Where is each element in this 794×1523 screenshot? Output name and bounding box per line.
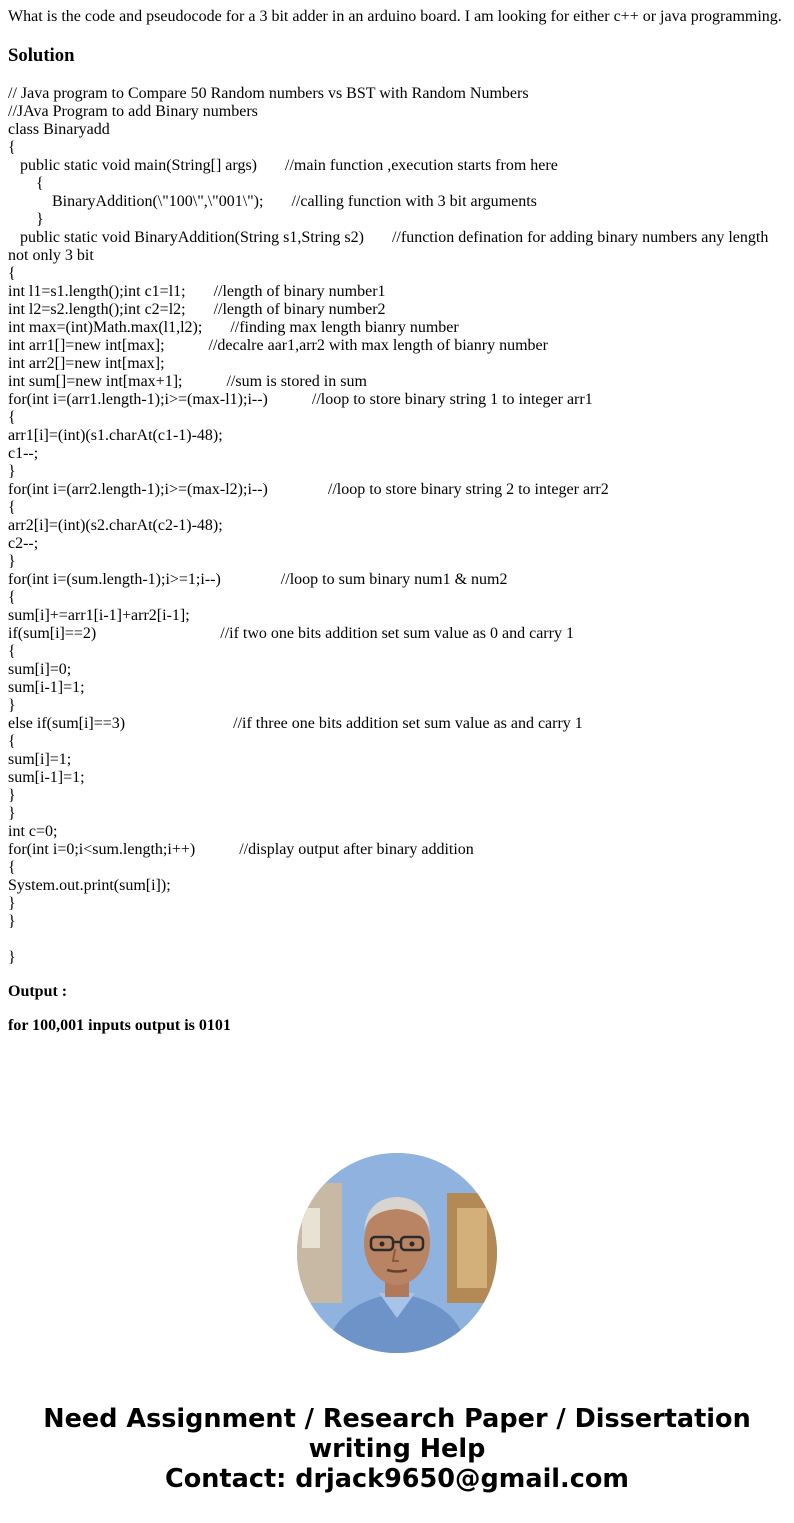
code-line: sum[i]+=arr1[i-1]+arr2[i-1]; [8, 607, 190, 624]
code-line: System.out.print(sum[i]); [8, 877, 171, 894]
code-line: int max=(int)Math.max(l1,l2); //finding max length bianry number [8, 319, 459, 336]
code-line: for(int i=0;i<sum.length;i++) //display output after binary addition [8, 841, 474, 858]
code-line: int sum[]=new int[max+1]; //sum is stored in sum [8, 373, 367, 390]
output-text: for 100,001 inputs output is 0101 [8, 1017, 231, 1034]
code-block [8, 85, 788, 967]
code-line: } [8, 949, 16, 966]
footer-line-1: Need Assignment / Research Paper / Dissertation [43, 1404, 751, 1434]
code-line: c2--; [8, 535, 39, 552]
code-line: public static void BinaryAddition(String s1,String s2) //function defination for adding binary numbers any length not only 3 bit [8, 229, 773, 264]
code-line: } [8, 211, 44, 228]
code-line: class Binaryadd [8, 121, 110, 138]
question-text: What is the code and pseudocode for a 3 bit adder in an arduino board. I am looking for either c++ or java programming. [8, 8, 782, 25]
code-line: public static void main(String[] args) //main function ,execution starts from here [8, 157, 558, 174]
code-line: sum[i]=1; [8, 751, 72, 768]
code-line: } [8, 697, 16, 714]
footer-line-2: writing Help [308, 1434, 486, 1464]
code-line: { [8, 589, 16, 606]
code-line [8, 931, 788, 949]
code-line: else if(sum[i]==3) //if three one bits addition set sum value as and carry 1 [8, 715, 583, 732]
output-label: Output : [8, 983, 68, 1000]
code-line: } [8, 895, 16, 912]
footer-contact: Contact: drjack9650@gmail.com [165, 1464, 629, 1494]
code-line: int l2=s2.length();int c2=l2; //length of binary number2 [8, 301, 386, 318]
code-line: { [8, 859, 16, 876]
code-line: int arr1[]=new int[max]; //decalre aar1,arr2 with max length of bianry number [8, 337, 548, 354]
code-line: { [8, 139, 16, 156]
code-line: sum[i-1]=1; [8, 679, 85, 696]
code-line: int arr2[]=new int[max]; [8, 355, 165, 372]
footer-banner [0, 1404, 794, 1494]
code-line: for(int i=(arr2.length-1);i>=(max-l2);i--) //loop to store binary string 2 to integer arr2 [8, 481, 609, 498]
code-line: //JAva Program to add Binary numbers [8, 103, 258, 120]
code-line: { [8, 499, 16, 516]
code-line: { [8, 265, 16, 282]
code-line: { [8, 409, 16, 426]
code-line: int l1=s1.length();int c1=l1; //length of binary number1 [8, 283, 386, 300]
code-line: if(sum[i]==2) //if two one bits addition set sum value as 0 and carry 1 [8, 625, 574, 642]
solution-heading: Solution [8, 45, 75, 66]
code-line: BinaryAddition(\"100\",\"001\"); //calling function with 3 bit arguments [8, 193, 537, 210]
code-line: for(int i=(sum.length-1);i>=1;i--) //loop to sum binary num1 & num2 [8, 571, 508, 588]
code-line: } [8, 553, 16, 570]
code-line: int c=0; [8, 823, 58, 840]
code-line: c1--; [8, 445, 39, 462]
code-line: sum[i-1]=1; [8, 769, 85, 786]
code-line: arr2[i]=(int)(s2.charAt(c2-1)-48); [8, 517, 223, 534]
code-line: } [8, 913, 16, 930]
code-line: } [8, 805, 16, 822]
code-line: for(int i=(arr1.length-1);i>=(max-l1);i--) //loop to store binary string 1 to integer arr1 [8, 391, 593, 408]
code-line: { [8, 733, 16, 750]
person-portrait-icon [297, 1153, 497, 1353]
code-line: { [8, 643, 16, 660]
avatar [297, 1153, 497, 1353]
code-line: } [8, 787, 16, 804]
code-line: } [8, 463, 16, 480]
code-line: arr1[i]=(int)(s1.charAt(c1-1)-48); [8, 427, 223, 444]
code-line: // Java program to Compare 50 Random numbers vs BST with Random Numbers [8, 85, 529, 102]
code-line: { [8, 175, 44, 192]
code-line: sum[i]=0; [8, 661, 72, 678]
